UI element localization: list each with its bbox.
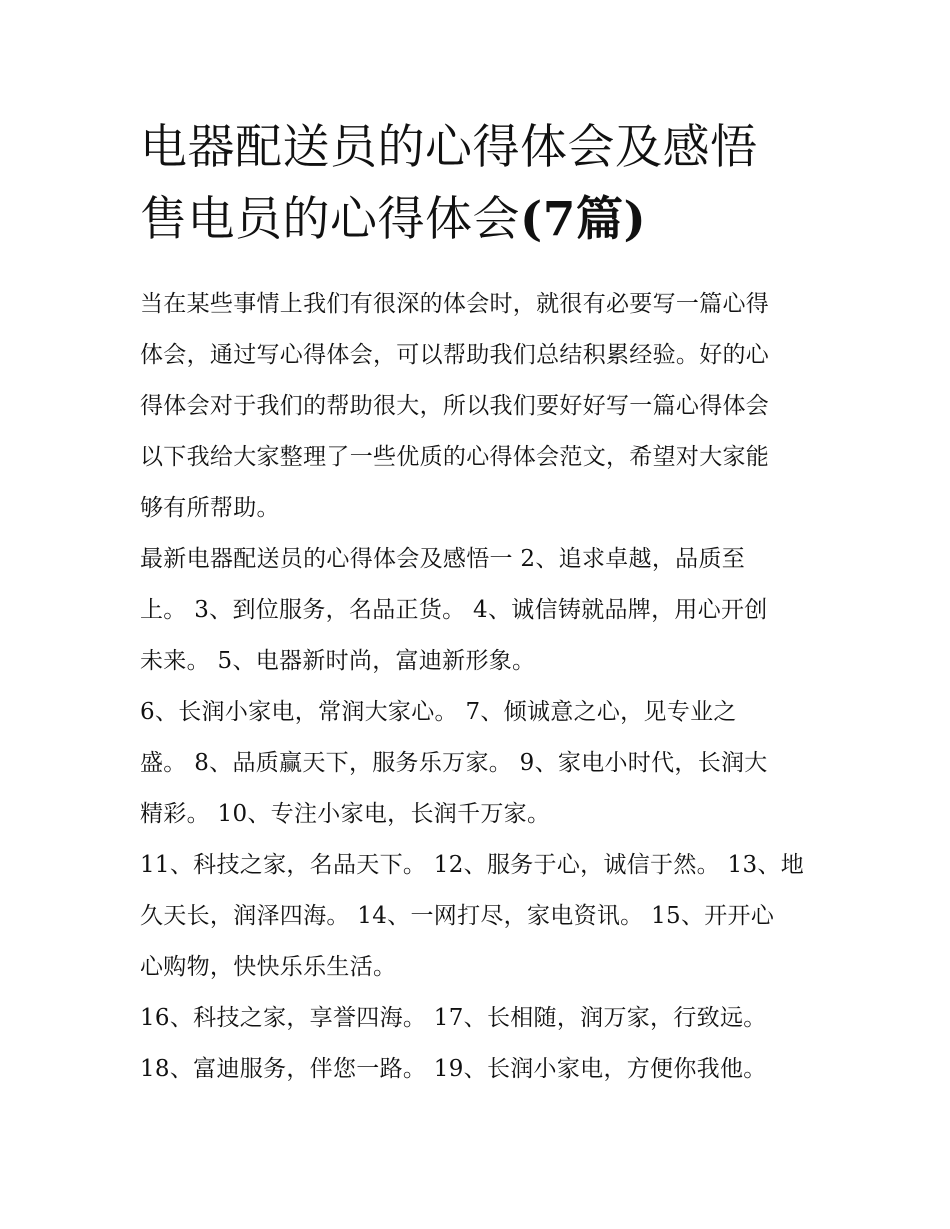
text-line: 得体会对于我们的帮助很大，所以我们要好好写一篇心得体会: [140, 393, 770, 419]
title-line-1: 电器配送员的心得体会及感悟: [140, 120, 758, 175]
title-line-2: [140, 184, 820, 256]
text-line: 心购物，快快乐乐生活。: [140, 954, 397, 980]
text-line: 当在某些事情上我们有很深的体会时，就很有必要写一篇心得: [140, 291, 770, 317]
title-line-2-text: 售电员的心得体会: [140, 192, 520, 247]
text-line: 未来。 5、电器新时尚，富迪新形象。: [140, 648, 536, 674]
slogan-paragraph-3: [140, 840, 820, 993]
text-line: 上。 3、到位服务，名品正货。 4、诚信铸就品牌，用心开创: [140, 597, 768, 623]
text-line: 以下我给大家整理了一些优质的心得体会范文，希望对大家能: [140, 444, 770, 470]
text-line: 18、富迪服务，伴您一路。 19、长润小家电，方便你我他。: [140, 1056, 767, 1082]
title-count: (7篇): [520, 192, 647, 247]
intro-paragraph: [140, 279, 820, 534]
slogan-paragraph-4: [140, 993, 820, 1095]
text-line: 11、科技之家，名品天下。 12、服务于心，诚信于然。 13、地: [140, 852, 805, 878]
text-line: 体会，通过写心得体会，可以帮助我们总结积累经验。好的心: [140, 342, 770, 368]
slogan-paragraph-2: [140, 687, 820, 840]
slogan-paragraph-1: [140, 534, 820, 687]
text-line: 6、长润小家电，常润大家心。 7、倾诚意之心，见专业之: [140, 699, 737, 725]
text-line: 够有所帮助。: [140, 495, 280, 521]
text-line: 盛。 8、品质赢天下，服务乐万家。 9、家电小时代，长润大: [140, 750, 768, 776]
text-line: 最新电器配送员的心得体会及感悟一 2、追求卓越，品质至: [140, 546, 746, 572]
text-line: 久天长，润泽四海。 14、一网打尽，家电资讯。 15、开开心: [140, 903, 775, 929]
text-line: 16、科技之家，享誉四海。 17、长相随，润万家，行致远。: [140, 1005, 767, 1031]
document-title: [140, 112, 820, 256]
text-line: 精彩。 10、专注小家电，长润千万家。: [140, 801, 551, 827]
document-body: [140, 279, 820, 1095]
